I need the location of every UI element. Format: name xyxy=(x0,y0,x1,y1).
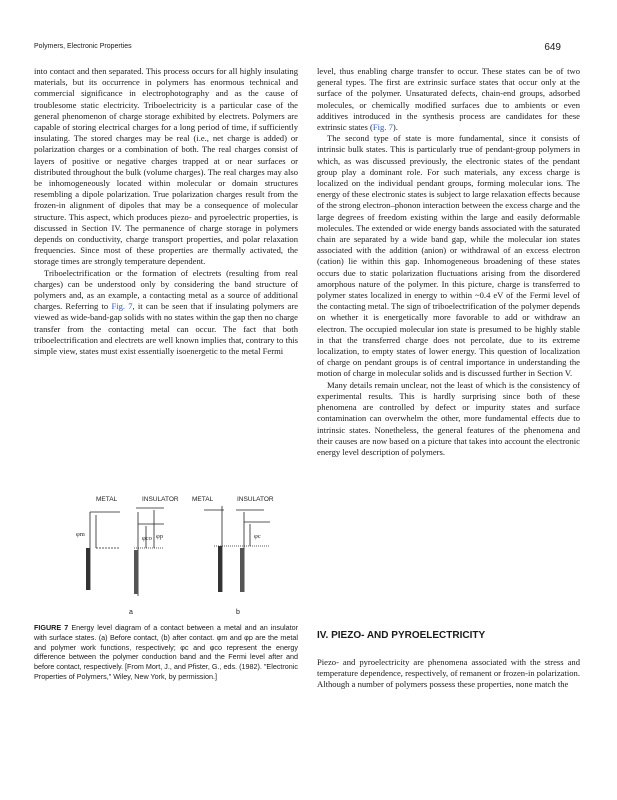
energy-level-diagram xyxy=(34,488,298,618)
diagram-a xyxy=(90,508,164,596)
figure-7-link[interactable]: Fig. 7 xyxy=(111,301,133,312)
filled-states xyxy=(86,548,90,590)
label-phi-m: φm xyxy=(76,531,85,538)
paragraph: The second type of state is more fundamental, since it consists of intrinsic bulk states. This is particularly true of pendant-group polymers in which, as was discussed previously, the electronic states of the pendant group play a dominant role. For such materials, any excess charge is localized on the individual pendant groups, forming molecular ions. The energy of these electronic states is subject to large relaxation effects because of the strong electron–phonon interaction between the excess charge and the large degrees of freedom existing within the large and easily deformable molecules. The extended or wide energy bands associated with the saturated chain are separated by a wide band gap, while the molecular ion states associated with the addition (anion) or withdrawal of an excess electron (cation) lie within this gap. Inhomogeneous broadening of these states occurs due to static polarization fluctuations arising from the disordered amorphous nature of the polymer. In this picture, charge is transferred to polymer states localized in energy to within ~0.4 eV of the Fermi level of the contacting metal. The sign of triboelectrification of the polymer depends on whether it is energetically more favorable to add or withdraw an electron. The occupied molecular ion state is presumed to be highly stable in that the transferred charge does not percolate, due to its extreme localization, to empty states of lower energy. This question of localization of charge on pendant groups is of central importance in understanding the motion of charge in molecular solids and is discussed further in Section V. xyxy=(317,133,580,379)
paragraph-text: , it can be seen that if insulating polymers are viewed as wide-band-gap solids with no states within the gap then no charge transfer from the contacting metal can occur. The fact that both triboelectrification and electrets are well known implies that, contrary to this simple view, states must exist essentially isoenergetic to the metal Fermi xyxy=(34,301,299,357)
paragraph xyxy=(34,268,298,358)
paragraph xyxy=(317,66,580,133)
paragraph-text: level, thus enabling charge transfer to occur. These states can be of two general types. The first are extrinsic surface states that occur only at the surface of the polymer. Unsaturated defects, chain-end groups, adsorbed molecules, or chemically modified surfaces due to ambients or even additives introduced in the synthesis process are candidates for these extrinsic states ( xyxy=(317,66,580,133)
label-metal-b: METAL xyxy=(192,496,214,503)
label-metal-a: METAL xyxy=(96,496,118,503)
paragraph: Many details remain unclear, not the least of which is the consistency of experimental results. This is hardly surprising since both of these phenomena are controlled by defect or impurity states and surface contamination can overwhelm the other, more fundamental effects due to intrinsic states. Nonetheless, the general features of the phenomena and their causes are now based on a picture that takes into account the electronic energy level description of polymers. xyxy=(317,379,580,457)
section-heading: IV. PIEZO- AND PYROELECTRICITY xyxy=(317,630,486,641)
paragraph: Piezo- and pyroelectricity are phenomena associated with the stress and temperature dependence, respectively, of remanent or frozen-in polarization. Although a number of polymers possess these properties, none match the xyxy=(317,657,580,690)
running-head xyxy=(34,43,561,55)
label-phi-co: φco xyxy=(142,535,152,542)
metal-filled-region-a xyxy=(86,548,138,594)
caption-label: FIGURE 7 xyxy=(34,623,69,632)
label-insulator-a: INSULATOR xyxy=(142,496,179,503)
running-title: Polymers, Electronic Properties xyxy=(34,43,132,50)
paragraph-text: Triboelectrification or the formation of electrets (resulting from real charges) can be understood only by considering the band structure of polymers and, as an example, a contacting metal as a source of additional charges. Referring to xyxy=(34,267,298,312)
label-part-a: a xyxy=(129,609,133,616)
right-column xyxy=(317,66,580,458)
metal-filled-states xyxy=(218,546,222,592)
caption-text: Energy level diagram of a contact between a metal and an insulator with surface states. (a) Before contact, (b) after contact. φm and φp are the metal and polymer work functions, respectively; φc and φco represent the energy difference between the polymer conduction band and the Fermi level after and before contact, respectively. [From Mort, J., and Pfister, G., eds. (1982). "Electronic Properties of Polymers," Wiley, New York, by permission.] xyxy=(34,623,298,681)
label-part-b: b xyxy=(236,609,240,616)
filled-region-b xyxy=(218,546,244,592)
figure-caption xyxy=(34,623,298,682)
figure-7 xyxy=(34,488,298,618)
surface-states-block xyxy=(240,548,244,592)
right-column-continued xyxy=(317,657,580,691)
figure-7-link[interactable]: Fig. 7 xyxy=(372,122,393,133)
left-column xyxy=(34,66,298,357)
diagram-b xyxy=(204,506,270,592)
page-number: 649 xyxy=(544,42,561,53)
surface-states-block xyxy=(134,550,138,594)
label-phi-c: φc xyxy=(254,533,261,540)
paragraph: into contact and then separated. This process occurs for all highly insulating materials, but its occurrence in polymers has enormous technical and commercial significance in electrophotography and as the cause of troublesome static electricity. Triboelectricity is a particular case of the general phenomenon of charge storage exhibited by electrets. Polymers are capable of storing electrical charges for a long period of time, if sufficiently insulating. The stored charges may be real (i.e., net charge is added) or polarization charges or a combination of both. The real charges consist of layers of positive or negative charges trapped at or near surfaces or distributed throughout the bulk (volume charges). The real charges may also be inhomogeneously located within molecular or domain structures resembling a dipole polarization. True polarization charges result from the frozen-in alignment of dipoles that may be a consequence of molecular structure. This aspect, which produces piezo- and pyroelectric properties, is discussed in Section IV. The permanence of charge storage in polymers depends on conductivity, charge transport properties, and polar relaxation frequencies. Since most of these properties are thermally activated, the storage times are strongly temperature dependent. xyxy=(34,66,298,267)
paragraph-text: ). xyxy=(392,122,398,133)
label-phi-p: φp xyxy=(156,533,164,540)
label-insulator-b: INSULATOR xyxy=(237,496,274,503)
